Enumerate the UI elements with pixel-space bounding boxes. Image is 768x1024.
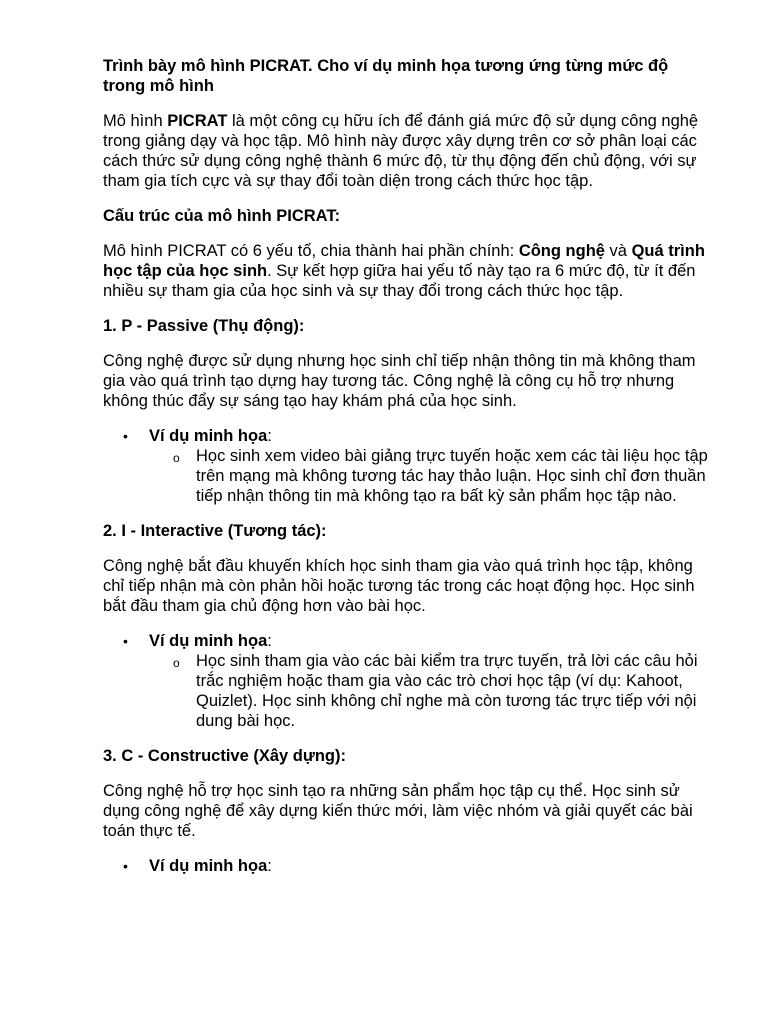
sub-list: [149, 446, 713, 506]
example-list-passive: [103, 426, 713, 506]
intro-text-before: Mô hình: [103, 112, 168, 130]
section-paragraph-interactive: Công nghệ bắt đầu khuyến khích học sinh tham gia vào quá trình học tập, không chỉ tiếp nhận mà còn phản hồi hoặc tương tác trong các hoạt động học. Học sinh bắt đầu tham gia chủ động hơn vào bài học.: [103, 557, 695, 615]
structure-bold-technology: Công nghệ: [518, 242, 605, 260]
structure-text-before: Mô hình PICRAT có 6 yếu tố, chia thành hai phần chính:: [103, 242, 519, 260]
section-heading-interactive: 2. I - Interactive (Tương tác):: [103, 522, 327, 540]
example-colon: :: [267, 427, 272, 445]
structure-text-middle: và: [604, 242, 632, 260]
example-list-interactive: [103, 631, 713, 731]
bullet-item: [103, 856, 713, 876]
structure-text-after: . Sự kết hợp giữa hai yếu tố này tạo ra 6 mức độ, từ ít đến nhiều sự tham gia của học sinh và sự thay đổi trong cách thức học tập.: [103, 262, 696, 300]
intro-paragraph: [103, 111, 713, 191]
example-label: Ví dụ minh họa: [149, 427, 268, 445]
sub-bullet-item: o Học sinh xem video bài giảng trực tuyến hoặc xem các tài liệu học tập trên mạng mà không tương tác hay thảo luận. Học sinh chỉ đơn thuần tiếp nhận thông tin mà không tạo ra bất kỳ sản phẩm học tập nào.: [149, 446, 713, 506]
example-list-constructive: [103, 856, 713, 876]
example-colon: :: [267, 857, 272, 875]
section-paragraph-passive: Công nghệ được sử dụng nhưng học sinh chỉ tiếp nhận thông tin mà không tham gia vào quá trình tạo dựng hay tương tác. Công nghệ là công cụ hỗ trợ nhưng không thúc đẩy sự sáng tạo hay khám phá của học sinh.: [103, 352, 696, 410]
section-heading-passive: 1. P - Passive (Thụ động):: [103, 317, 305, 335]
structure-heading: Cấu trúc của mô hình PICRAT:: [103, 207, 341, 225]
bullet-item: [103, 631, 713, 731]
section-paragraph-constructive: Công nghệ hỗ trợ học sinh tạo ra những sản phẩm học tập cụ thể. Học sinh sử dụng công nghệ để xây dựng kiến thức mới, làm việc nhóm và giải quyết các bài toán thực tế.: [103, 782, 693, 840]
structure-paragraph: [103, 241, 713, 301]
structure-bold-learning: Quá trình học tập của học sinh: [103, 242, 705, 280]
example-label: Ví dụ minh họa: [149, 632, 268, 650]
bullet-item: [103, 426, 713, 506]
sub-list: [149, 651, 713, 731]
section-heading-constructive: 3. C - Constructive (Xây dựng):: [103, 747, 346, 765]
example-label: Ví dụ minh họa: [149, 857, 268, 875]
sub-bullet-item: o Học sinh tham gia vào các bài kiểm tra trực tuyến, trả lời các câu hỏi trắc nghiệm hoặc tham gia vào các trò chơi học tập (ví dụ: Kahoot, Quizlet). Học sinh không chỉ nghe mà còn tương tác trực tiếp với nội dung bài học.: [149, 651, 713, 731]
document-page: [103, 56, 713, 891]
document-title: Trình bày mô hình PICRAT. Cho ví dụ minh họa tương ứng từng mức độ trong mô hình: [103, 57, 669, 95]
intro-text-after: là một công cụ hữu ích để đánh giá mức độ sử dụng công nghệ trong giảng dạy và học tập. Mô hình này được xây dựng trên cơ sở phân loại các cách thức sử dụng công nghệ thành 6 mức độ, từ thụ động đến chủ động, với sự tham gia tích cực và sự thay đổi toàn diện trong cách thức học tập.: [103, 112, 699, 190]
example-colon: :: [267, 632, 272, 650]
intro-bold-picrat: PICRAT: [167, 112, 228, 130]
